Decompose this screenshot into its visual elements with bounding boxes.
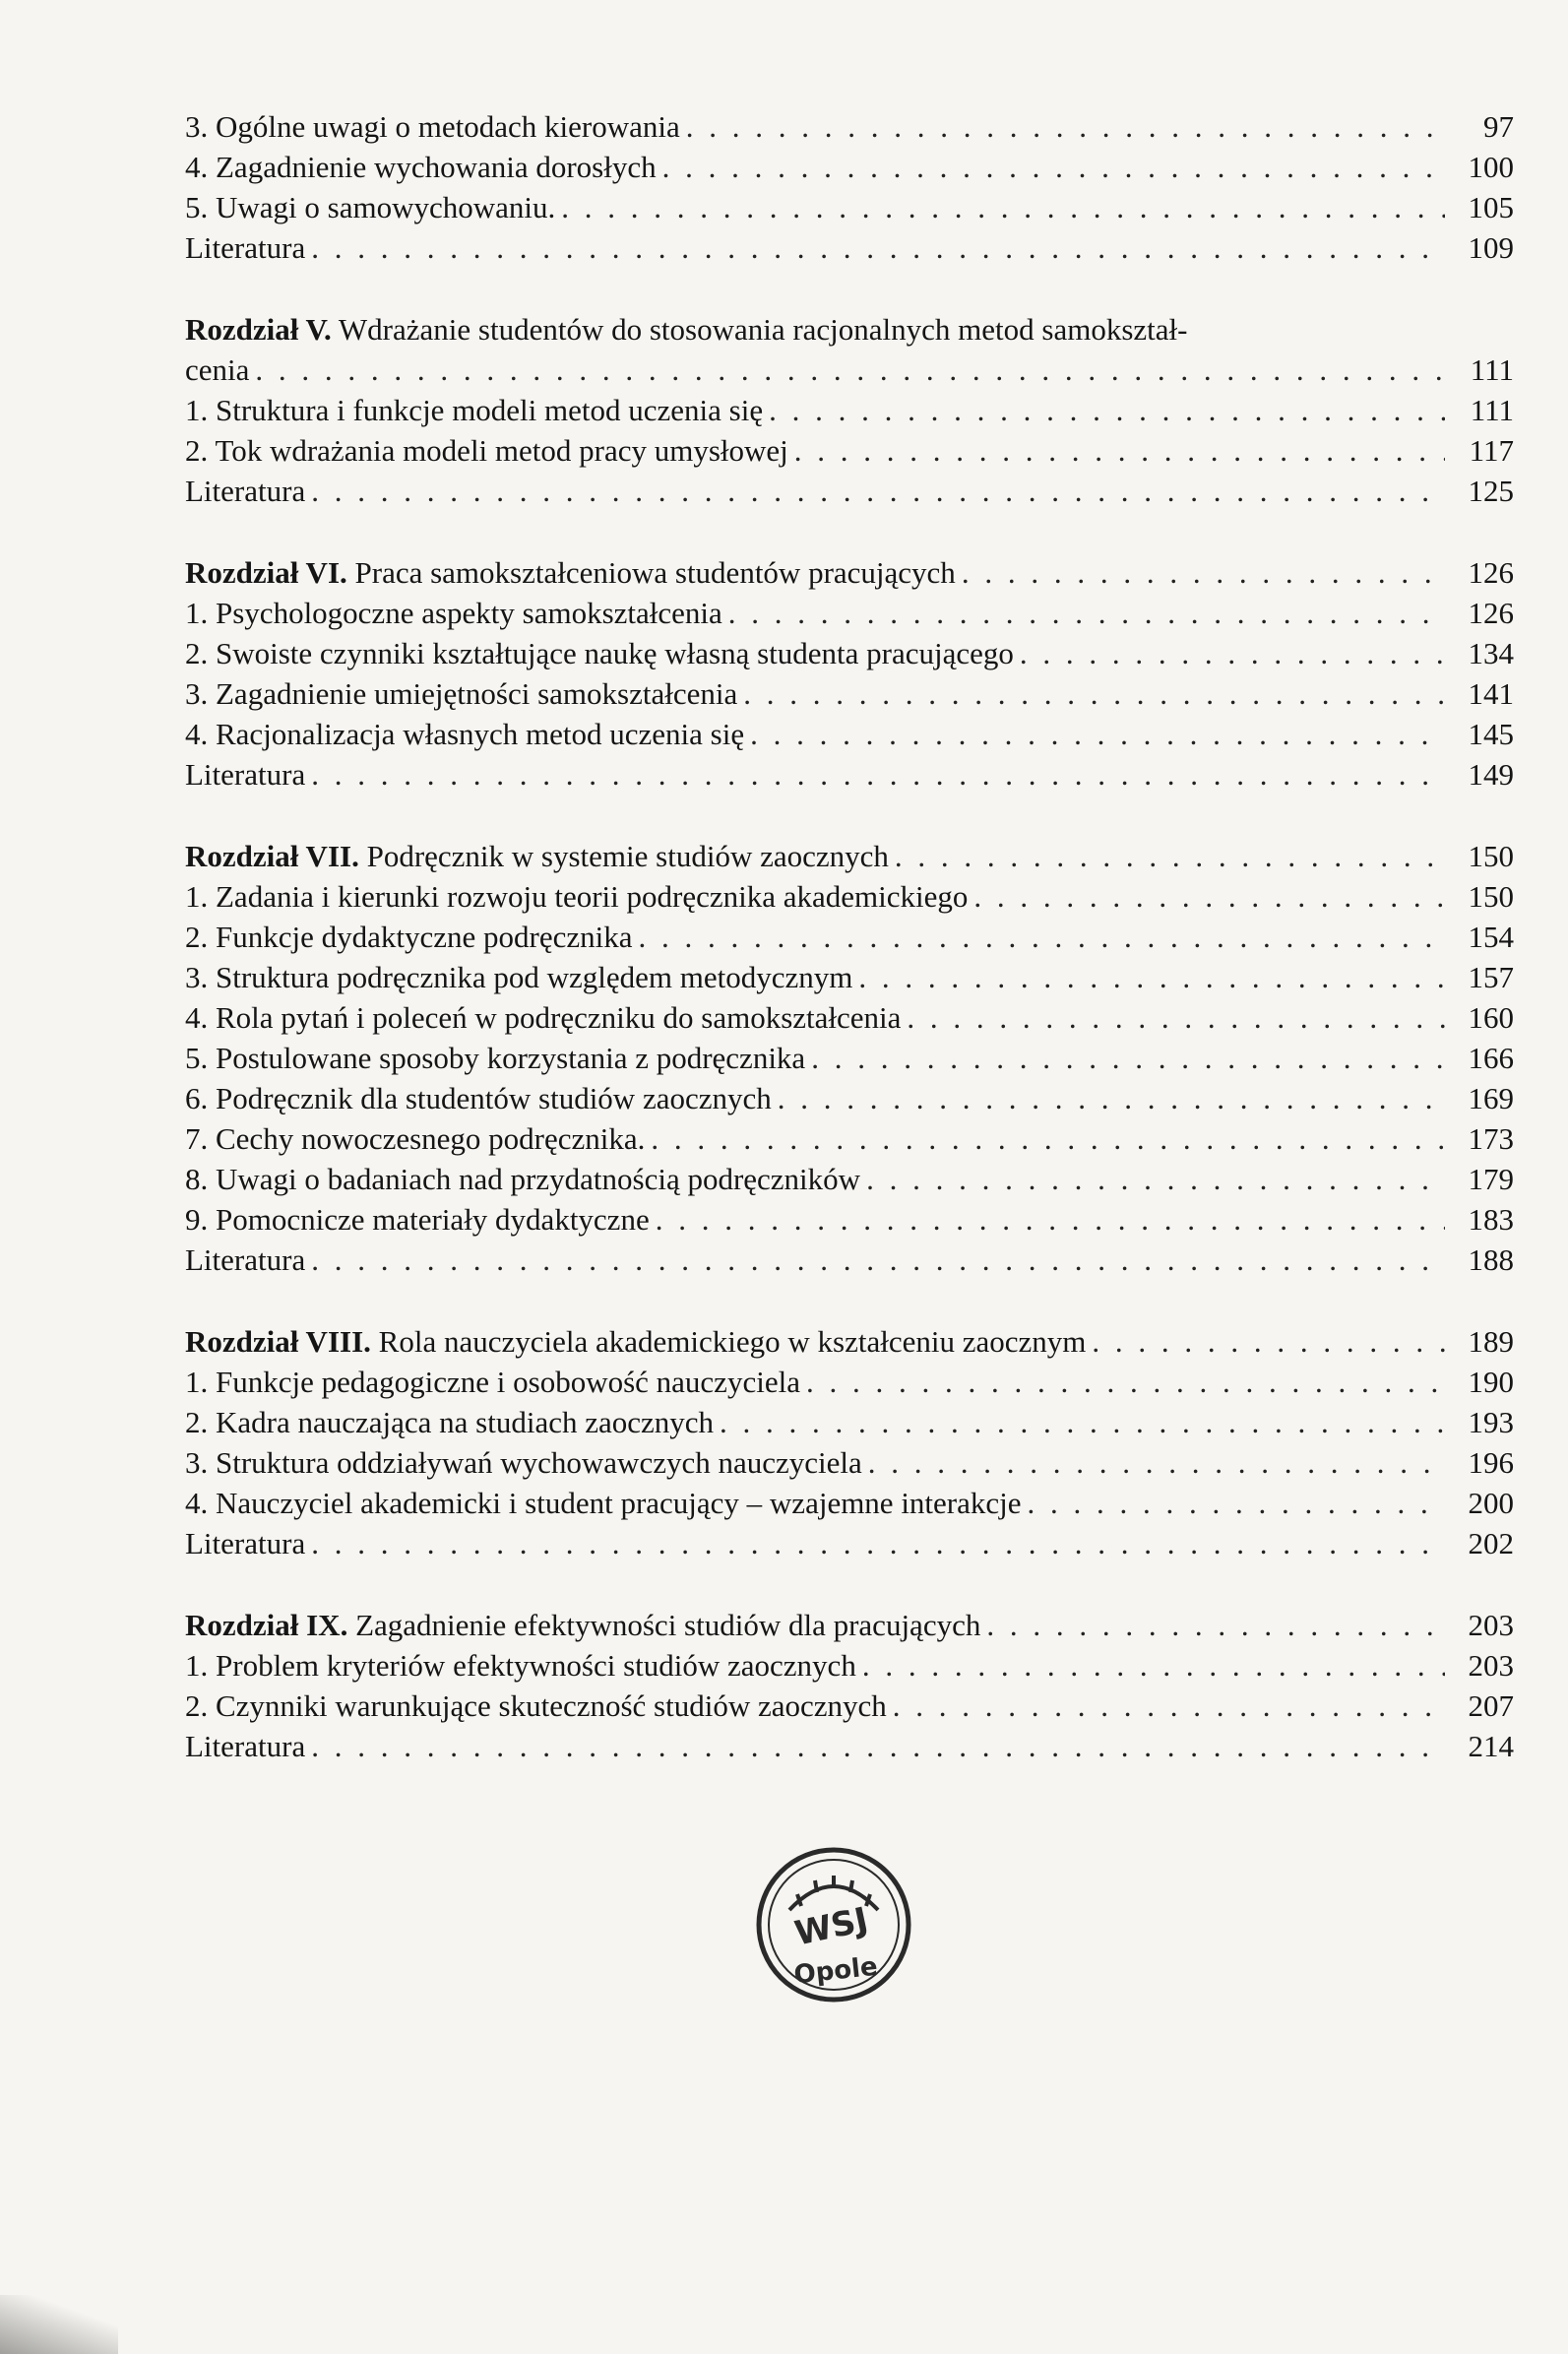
dot-leader [311,1523,1445,1563]
toc-entry-page: 200 [1468,1486,1514,1520]
toc-entry-page: 154 [1468,920,1514,954]
toc-entry [185,1240,1514,1280]
toc-entry-title: 2. Tok wdrażania modeli metod pracy umysłowej [185,433,788,468]
dot-leader [311,227,1445,268]
chapter-heading-continued [185,350,1514,390]
toc-entry-page: 150 [1468,879,1514,914]
chapter-title: Praca samokształceniowa studentów pracujących [354,555,956,590]
chapter-heading [185,552,1514,593]
toc-entry [185,633,1514,673]
library-stamp-icon [750,1841,917,2008]
dot-leader [794,430,1445,471]
toc-entry-title: 2. Kadra nauczająca na studiach zaocznych [185,1405,715,1439]
toc-entry [185,876,1514,917]
toc-entry-title: 7. Cechy nowoczesnego podręcznika. [185,1121,646,1156]
chapter-title-continued: cenia [185,352,250,387]
dot-leader [862,1645,1445,1686]
toc-entry [185,390,1514,430]
dot-leader [656,1199,1445,1240]
toc-entry-page: 97 [1483,109,1514,144]
chapter-page: 126 [1468,555,1514,590]
chapter-page: 150 [1468,839,1514,873]
chapter-page: 189 [1468,1324,1514,1359]
chapter-heading-title [185,836,895,876]
toc-entry [185,1442,1514,1483]
toc-entry [185,673,1514,714]
dot-leader [811,1038,1445,1078]
toc-entry-title: 6. Podręcznik dla studentów studiów zaocznych [185,1081,772,1115]
chapter-page: 203 [1468,1608,1514,1642]
toc-entry-page: 141 [1468,676,1514,711]
toc-entry-title: 1. Funkcje pedagogiczne i osobowość nauczyciela [185,1365,800,1399]
chapter-heading-title [185,1605,986,1645]
toc-entry [185,471,1514,511]
chapter-number: Rozdział IX. [185,1608,348,1642]
chapter-heading [185,836,1514,876]
toc-entry [185,1038,1514,1078]
toc-entry-title: 2. Swoiste czynniki kształtujące naukę własną studenta pracującego [185,636,1014,670]
toc-entry-page: 196 [1468,1445,1514,1480]
toc-entry-title: 3. Zagadnienie umiejętności samokształcenia [185,676,738,711]
dot-leader [962,552,1445,593]
toc-entry-title: 1. Zadania i kierunki rozwoju teorii podręcznika akademickiego [185,879,969,914]
table-of-contents [185,106,1514,1808]
chapter-title: Zagadnienie efektywności studiów dla pracujących [355,1608,981,1642]
dot-leader [686,106,1445,147]
dot-leader [255,350,1445,390]
toc-entry-page: 193 [1468,1405,1514,1439]
chapter-title: Podręcznik w systemie studiów zaocznych [366,839,889,873]
toc-entry-page: 160 [1468,1000,1514,1035]
toc-entry-page: 134 [1468,636,1514,670]
dot-leader [1020,633,1445,673]
toc-entry [185,1523,1514,1563]
toc-entry-title: 4. Racjonalizacja własnych metod uczenia się [185,717,745,751]
toc-entry-title: 1. Problem kryteriów efektywności studiów zaocznych [185,1648,856,1683]
dot-leader [750,714,1445,754]
dot-leader [639,917,1446,957]
chapter-heading [185,1321,1514,1362]
toc-entry-title: 4. Zagadnienie wychowania dorosłych [185,150,657,184]
toc-entry-page: 188 [1468,1242,1514,1277]
toc-entry-page: 125 [1468,474,1514,508]
scan-edge-shadow [0,2295,118,2354]
dot-leader [986,1605,1445,1645]
dot-leader [895,836,1445,876]
toc-entry-title: Literatura [185,757,306,792]
dot-leader [720,1402,1445,1442]
dot-leader [311,471,1445,511]
dot-leader [311,1240,1445,1280]
dot-leader [769,390,1445,430]
toc-entry [185,1402,1514,1442]
toc-entry-page: 190 [1468,1365,1514,1399]
toc-entry [185,714,1514,754]
toc-entry-page: 149 [1468,757,1514,792]
toc-entry-page: 145 [1468,717,1514,751]
dot-leader [973,876,1445,917]
toc-entry-page: 111 [1470,393,1514,427]
dot-leader [806,1362,1445,1402]
chapter-heading-title [185,1321,1092,1362]
toc-entry-title: 5. Uwagi o samowychowaniu. [185,190,556,224]
toc-entry-page: 173 [1468,1121,1514,1156]
toc-entry-page: 166 [1468,1041,1514,1075]
dot-leader [662,147,1445,187]
dot-leader [907,997,1445,1038]
toc-entry-page: 109 [1468,230,1514,265]
svg-text:Opole: Opole [792,1951,880,1991]
toc-entry [185,1118,1514,1159]
toc-chapter-viii [185,1321,1514,1563]
toc-entry-page: 117 [1469,433,1514,468]
dot-leader [858,957,1445,997]
toc-entry-page: 157 [1468,960,1514,994]
toc-entry-title: Literatura [185,1526,306,1560]
dot-leader [893,1686,1445,1726]
toc-entry [185,1159,1514,1199]
toc-entry-page: 105 [1468,190,1514,224]
chapter-number: Rozdział VI. [185,555,347,590]
chapter-number: Rozdział VII. [185,839,359,873]
toc-entry [185,430,1514,471]
toc-entry-title: Literatura [185,474,306,508]
toc-entry-title: Literatura [185,230,306,265]
toc-entry-page: 179 [1468,1162,1514,1196]
toc-entry-page: 214 [1468,1729,1514,1763]
chapter-heading [185,1605,1514,1645]
toc-chapter-vii [185,836,1514,1280]
dot-leader [778,1078,1445,1118]
toc-entry [185,1726,1514,1766]
toc-entry [185,1686,1514,1726]
toc-entry [185,1645,1514,1686]
dot-leader [311,754,1445,795]
toc-entry [185,957,1514,997]
dot-leader [311,1726,1445,1766]
chapter-heading-title [185,309,1193,350]
toc-entry-page: 203 [1468,1648,1514,1683]
toc-entry-title: 8. Uwagi o badaniach nad przydatnością podręczników [185,1162,861,1196]
chapter-title: Wdrażanie studentów do stosowania racjonalnych metod samokształ- [338,312,1188,347]
toc-entry [185,147,1514,187]
toc-section-continued [185,106,1514,268]
dot-leader [561,187,1445,227]
dot-leader [651,1118,1445,1159]
toc-chapter-v [185,309,1514,511]
toc-entry-page: 183 [1468,1202,1514,1237]
svg-text:WSJ: WSJ [791,1899,872,1954]
toc-entry-title: Literatura [185,1729,306,1763]
toc-entry-title: Literatura [185,1242,306,1277]
toc-entry-title: 2. Czynniki warunkujące skuteczność studiów zaocznych [185,1688,887,1723]
chapter-title: Rola nauczyciela akademickiego w kształceniu zaocznym [378,1324,1087,1359]
toc-entry [185,917,1514,957]
toc-entry [185,106,1514,147]
toc-entry-title: 4. Nauczyciel akademicki i student pracujący – wzajemne interakcje [185,1486,1022,1520]
chapter-heading [185,309,1514,350]
toc-entry-title: 3. Struktura podręcznika pod względem metodycznym [185,960,853,994]
toc-entry-page: 100 [1468,150,1514,184]
toc-entry-page: 169 [1468,1081,1514,1115]
toc-entry-title: 1. Psychologoczne aspekty samokształcenia [185,596,722,630]
dot-leader [743,673,1445,714]
toc-entry [185,1078,1514,1118]
dot-leader [1028,1483,1445,1523]
toc-entry-title: 9. Pomocnicze materiały dydaktyczne [185,1202,650,1237]
toc-entry [185,997,1514,1038]
toc-entry-title: 4. Rola pytań i poleceń w podręczniku do samokształcenia [185,1000,902,1035]
toc-chapter-ix [185,1605,1514,1766]
toc-entry [185,1362,1514,1402]
toc-entry [185,593,1514,633]
toc-entry-title: 1. Struktura i funkcje modeli metod uczenia się [185,393,764,427]
toc-entry-title: 3. Struktura oddziaływań wychowawczych nauczyciela [185,1445,862,1480]
toc-entry [185,187,1514,227]
toc-entry-title: 3. Ogólne uwagi o metodach kierowania [185,109,680,144]
toc-entry [185,1199,1514,1240]
dot-leader [728,593,1445,633]
toc-entry-title: 2. Funkcje dydaktyczne podręcznika [185,920,633,954]
chapter-heading-title [185,552,962,593]
toc-entry [185,754,1514,795]
toc-entry-page: 207 [1468,1688,1514,1723]
dot-leader [868,1442,1445,1483]
toc-entry [185,1483,1514,1523]
chapter-page: 111 [1470,352,1514,387]
toc-entry-page: 202 [1468,1526,1514,1560]
toc-entry [185,227,1514,268]
chapter-number: Rozdział VIII. [185,1324,371,1359]
toc-chapter-vi [185,552,1514,795]
dot-leader [1092,1321,1445,1362]
toc-entry-page: 126 [1468,596,1514,630]
dot-leader [866,1159,1445,1199]
chapter-number: Rozdział V. [185,312,332,347]
toc-entry-title: 5. Postulowane sposoby korzystania z podręcznika [185,1041,806,1075]
